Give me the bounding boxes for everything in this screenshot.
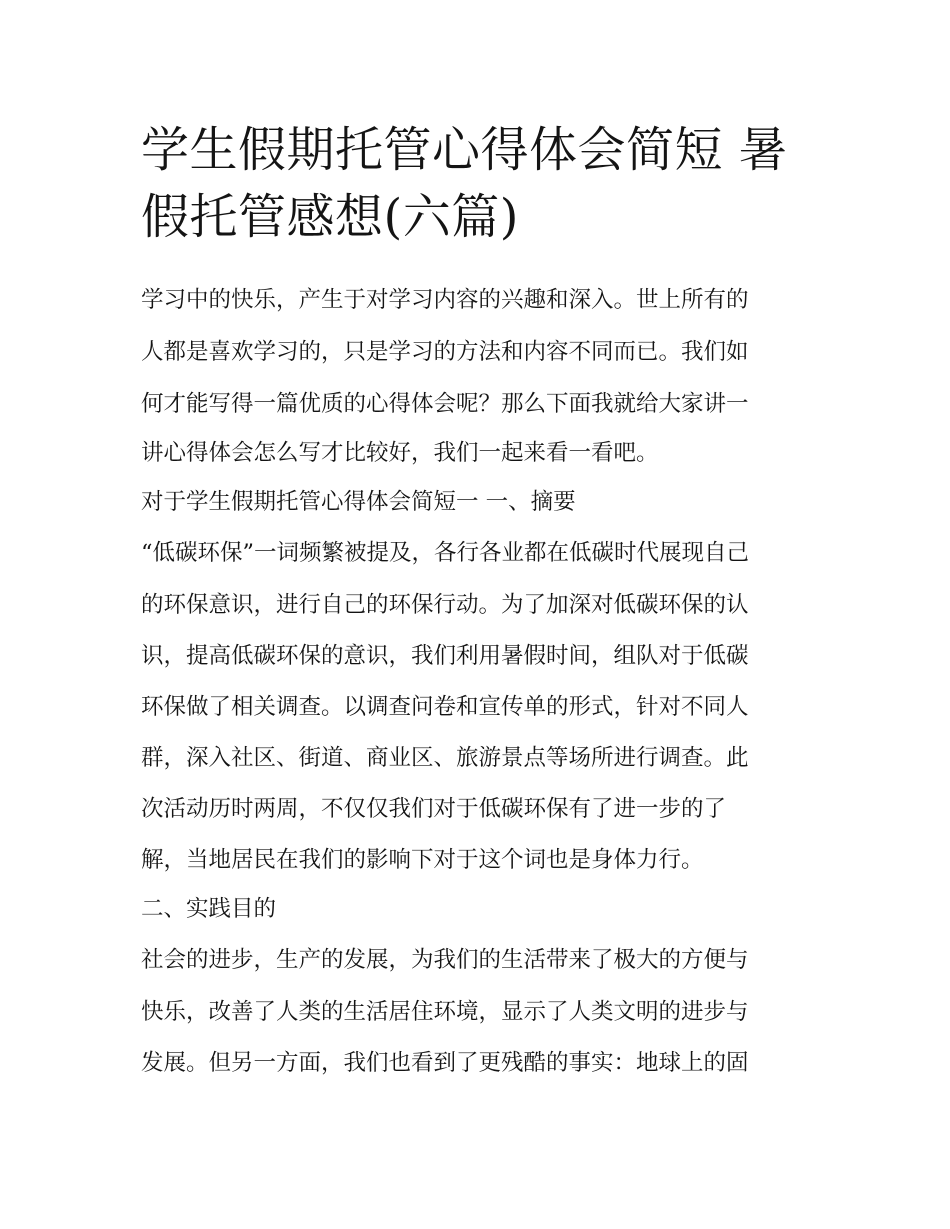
body-line-6: 次活动历时两周，不仅仅我们对于低碳环保有了进一步的了 — [141, 796, 727, 822]
title-line-2: 假托管感想(六篇) — [141, 189, 519, 245]
body-line-8: 社会的进步，生产的发展，为我们的生活带来了极大的方便与 — [141, 947, 749, 973]
intro-line-3: 何才能写得一篇优质的心得体会呢？那么下面我就给大家讲一 — [141, 391, 749, 417]
body-line-5: 群，深入社区、街道、商业区、旅游景点等场所进行调查。此 — [141, 745, 749, 771]
title-line-1: 学生假期托管心得体会简短 暑 — [141, 122, 788, 178]
section-heading-1: 对于学生假期托管心得体会简短一 一、摘要 — [141, 489, 576, 515]
body-line-10: 发展。但另一方面，我们也看到了更残酷的事实：地球上的固 — [141, 1050, 749, 1076]
body-line-4: 环保做了相关调查。以调查问卷和宣传单的形式，针对不同人 — [141, 694, 749, 720]
body-line-7: 解，当地居民在我们的影响下对于这个词也是身体力行。 — [141, 847, 704, 873]
body-line-9: 快乐，改善了人类的生活居住环境，显示了人类文明的进步与 — [141, 999, 749, 1025]
intro-line-1: 学习中的快乐，产生于对学习内容的兴趣和深入。世上所有的 — [141, 287, 749, 313]
document-title — [141, 117, 821, 251]
intro-line-2: 人都是喜欢学习的，只是学习的方法和内容不同而已。我们如 — [141, 339, 749, 365]
body-line-2: 的环保意识，进行自己的环保行动。为了加深对低碳环保的认 — [141, 592, 749, 618]
body-line-3: 识，提高低碳环保的意识，我们利用暑假时间，组队对于低碳 — [141, 643, 749, 669]
section-heading-2: 二、实践目的 — [141, 896, 277, 922]
intro-line-4: 讲心得体会怎么写才比较好，我们一起来看一看吧。 — [141, 440, 659, 466]
body-line-1: “低碳环保”一词频繁被提及，各行各业都在低碳时代展现自己 — [141, 540, 750, 566]
